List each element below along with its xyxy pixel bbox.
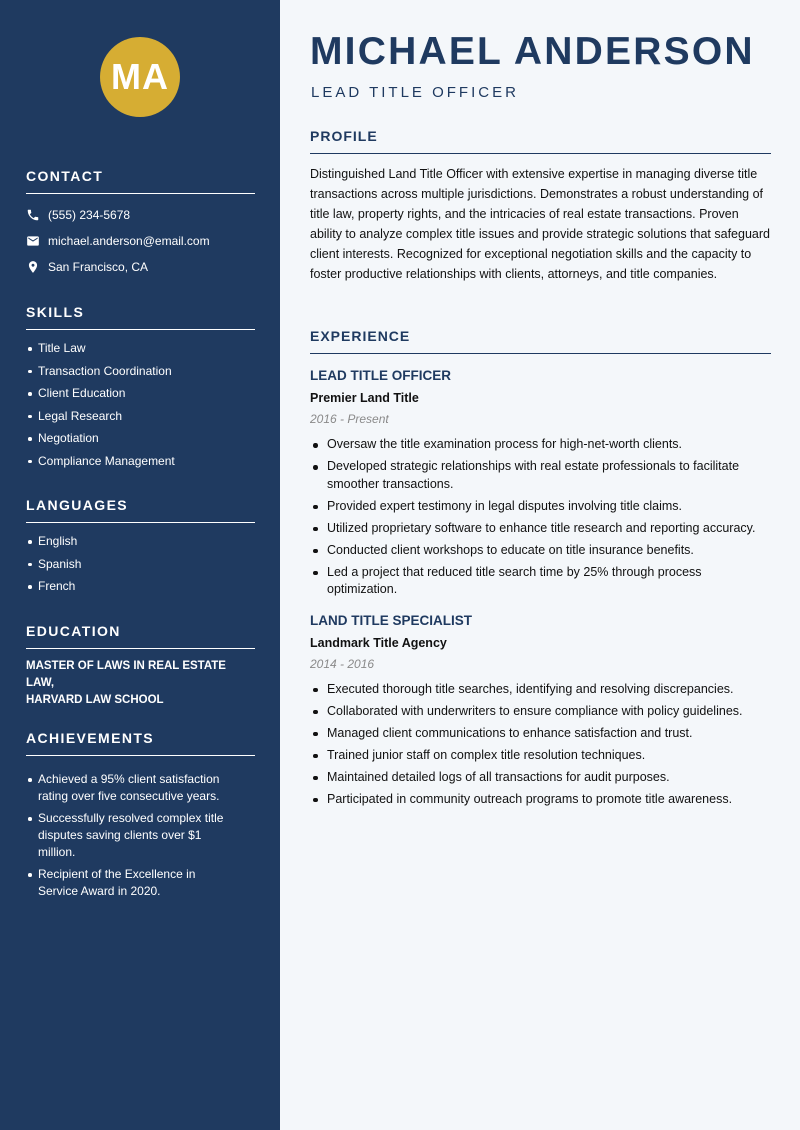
list-item: Utilized proprietary software to enhance title research and reporting accuracy. <box>310 520 771 538</box>
contact-phone-text[interactable]: (555) 234-5678 <box>48 207 131 222</box>
achievements-section <box>26 730 255 900</box>
contact-email-text[interactable]: michael.anderson@email.com <box>48 233 210 248</box>
profile-text: Distinguished Land Title Officer with extensive expertise in managing diverse title transactions across multiple jurisdictions. Demonstrates a robust understanding of title law, property rights, and the intricacies of real estate transactions. Proven ability to analyze complex title issues and provide strategic solutions that safeguard client interests. Recognized for exceptional negotiation skills and the capacity to foster productive relationships with clients, attorneys, and title companies. <box>310 167 770 281</box>
list-item: Legal Research <box>26 408 255 425</box>
list-item: Oversaw the title examination process for high-net-worth clients. <box>310 436 771 454</box>
job-duties <box>310 436 771 599</box>
list-item: Compliance Management <box>26 453 255 470</box>
list-item: Spanish <box>26 556 255 573</box>
profile-section <box>310 128 771 284</box>
list-item: Client Education <box>26 385 255 402</box>
list-item: Successfully resolved complex title disputes saving clients over $1 million. <box>26 810 236 861</box>
list-item: Provided expert testimony in legal disputes involving title claims. <box>310 498 771 516</box>
job-company: Landmark Title Agency <box>310 635 447 650</box>
job-entry <box>310 367 771 599</box>
list-item: Trained junior staff on complex title resolution techniques. <box>310 747 771 765</box>
sidebar <box>0 0 280 1130</box>
list-item: Participated in community outreach programs to promote title awareness. <box>310 791 771 809</box>
job-dates: 2016 - Present <box>310 412 389 426</box>
languages-list <box>26 533 255 595</box>
job-title: LAND TITLE SPECIALIST <box>310 612 472 628</box>
skills-section <box>26 304 255 470</box>
job-company: Premier Land Title <box>310 391 419 405</box>
languages-heading: LANGUAGES <box>26 497 255 523</box>
job-title: LEAD TITLE OFFICER <box>310 368 451 383</box>
job-duties <box>310 681 771 809</box>
list-item: Recipient of the Excellence in Service Award in 2020. <box>26 866 236 900</box>
contact-phone <box>26 206 255 223</box>
contact-heading: CONTACT <box>26 168 255 194</box>
job-dates: 2014 - 2016 <box>310 656 375 671</box>
experience-heading: EXPERIENCE <box>310 328 771 354</box>
list-item: French <box>26 578 255 595</box>
list-item: Executed thorough title searches, identifying and resolving discrepancies. <box>310 681 771 699</box>
skills-heading: SKILLS <box>26 304 255 330</box>
list-item: Developed strategic relationships with real estate professionals to facilitate smoother transactions. <box>310 458 771 493</box>
profile-heading: PROFILE <box>310 128 771 154</box>
list-item: Managed client communications to enhance satisfaction and trust. <box>310 725 771 743</box>
location-pin-icon <box>26 260 40 274</box>
list-item: Negotiation <box>26 430 255 447</box>
contact-email <box>26 232 255 249</box>
education-entry <box>26 658 255 709</box>
achievements-list <box>26 771 236 900</box>
languages-section <box>26 497 255 595</box>
list-item: Title Law <box>26 340 255 357</box>
experience-section <box>310 328 771 813</box>
list-item: Collaborated with underwriters to ensure compliance with policy guidelines. <box>310 703 771 721</box>
list-item: English <box>26 533 255 550</box>
avatar-initials: MA <box>111 56 169 97</box>
list-item: Transaction Coordination <box>26 363 255 380</box>
contact-location-text: San Francisco, CA <box>48 259 149 274</box>
education-section <box>26 623 255 709</box>
job-entry <box>310 612 771 809</box>
achievements-heading: ACHIEVEMENTS <box>26 730 255 756</box>
list-item: Led a project that reduced title search time by 25% through process optimization. <box>310 564 771 599</box>
list-item: Achieved a 95% client satisfaction rating over five consecutive years. <box>26 771 236 805</box>
contact-location <box>26 258 255 275</box>
skills-list <box>26 340 255 470</box>
education-school: HARVARD LAW SCHOOL <box>26 694 164 706</box>
education-degree: MASTER OF LAWS IN REAL ESTATE LAW, <box>26 660 226 689</box>
contact-section <box>26 168 255 275</box>
list-item: Maintained detailed logs of all transactions for audit purposes. <box>310 769 771 787</box>
candidate-name: MICHAEL ANDERSON <box>310 30 755 73</box>
candidate-title: LEAD TITLE OFFICER <box>311 84 519 101</box>
phone-icon <box>26 208 40 222</box>
list-item: Conducted client workshops to educate on title insurance benefits. <box>310 542 771 560</box>
avatar <box>100 37 180 117</box>
email-icon <box>26 234 40 248</box>
education-heading: EDUCATION <box>26 623 255 649</box>
